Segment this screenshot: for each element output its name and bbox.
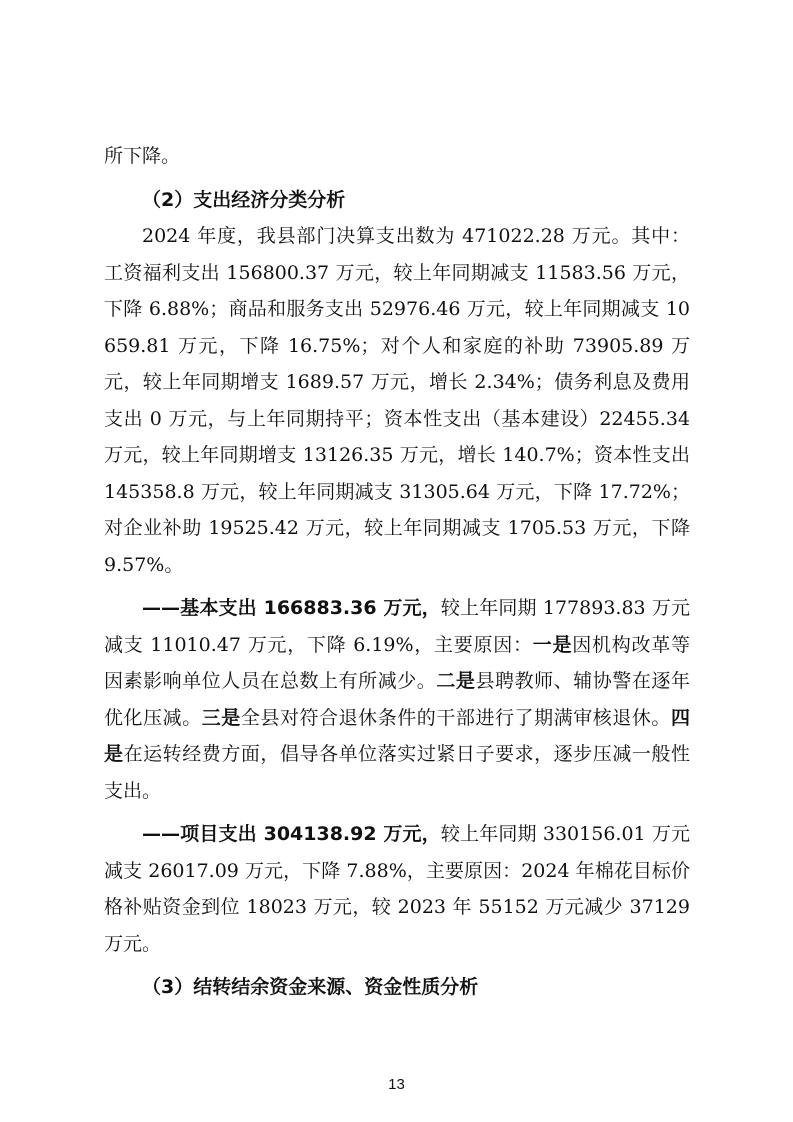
paragraph-economic-classification: 2024 年度，我县部门决算支出数为 471022.28 万元。其中：工资福利支出 156800.37 万元，较上年同期减支 11583.56 万元，下降 6.88%；商品和服务支出 52976.46 万元，较上年同期减支 10659.81 万元，下降 16.75%；对个人和家庭的补助 73905.89 万元，较上年同期增支 1689.57 万元，增长 2.34%；债务利息及费用支出 0 万元，与上年同期持平；资本性支出（基本建设）22455.34 万元，较上年同期增支 13126.35 万元，增长 140.7%；资本性支出 145358.8 万元，较上年同期减支 31305.64 万元，下降 17.72%；对企业补助 19525.42 万元，较上年同期减支 1705.53 万元，下降 9.57%。	[104, 225, 690, 576]
reason-2-keyword: 二是	[436, 670, 476, 692]
reason-1-keyword: 一是	[532, 633, 573, 656]
section-heading-carryover-funds: （3）结转结余资金来源、资金性质分析	[142, 976, 479, 998]
reason-4-keyword: 四是	[104, 706, 690, 765]
reason-4-text: 在运转经费方面，倡导各单位落实过紧日子要求，逐步压减一般性支出。	[104, 743, 690, 802]
reason-3-text: 全县对符合退休条件的干部进行了期满审核退休。	[240, 706, 671, 729]
basic-expenditure-text: 较上年同期 177893.83 万元减支 11010.47 万元，下降 6.19%，主要原因：	[104, 597, 690, 656]
reason-2-text: 县聘教师、辅协警在逐年优化压减。	[104, 670, 690, 729]
paragraph-basic-expenditure	[104, 590, 690, 809]
page-number: 13	[388, 1076, 405, 1093]
project-expenditure-text: 较上年同期 330156.01 万元减支 26017.09 万元，下降 7.88%，主要原因：2024 年棉花目标价格补贴资金到位 18023 万元，较 2023 年 55152 万元减少 37129 万元。	[104, 823, 690, 955]
project-expenditure-lead: ——项目支出 304138.92 万元，	[142, 823, 441, 845]
reason-3-keyword: 三是	[201, 706, 241, 729]
carryover-text: 所下降。	[104, 145, 181, 167]
reason-1-text: 因机构改革等因素影响单位人员在总数上有所减少。	[104, 633, 690, 692]
section-heading-economic-classification: （2）支出经济分类分析	[142, 188, 346, 211]
basic-expenditure-lead: ——基本支出 166883.36 万元，	[142, 597, 441, 619]
paragraph-project-expenditure	[104, 816, 690, 962]
document-body	[104, 138, 690, 1006]
